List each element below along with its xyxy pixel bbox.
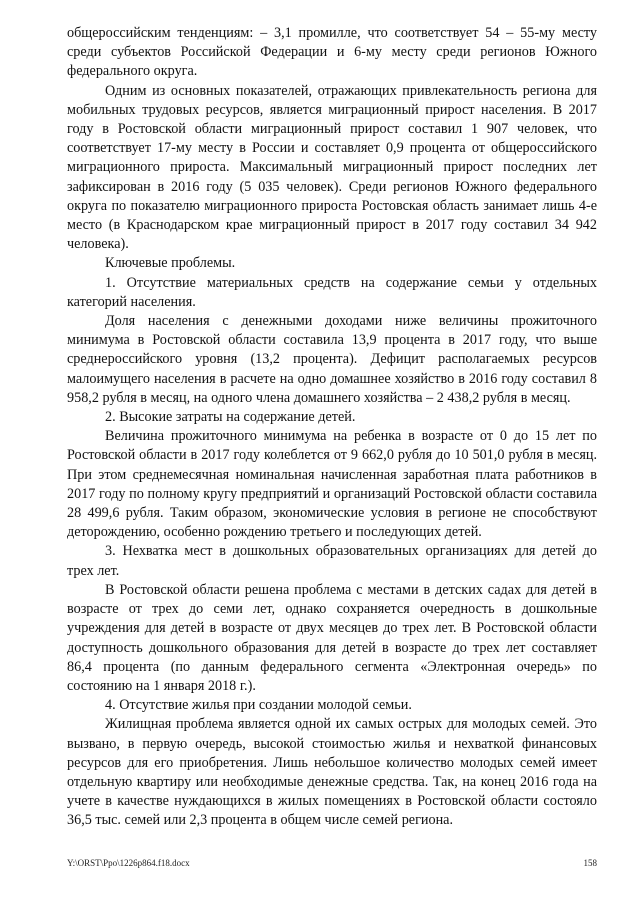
- document-page: [67, 24, 597, 831]
- problem-3-heading: 3. Нехватка мест в дошкольных образовательных организациях для детей до трех лет.: [67, 543, 597, 579]
- paragraph-preschool: В Ростовской области решена проблема с местами в детских садах для детей в возрасте от трех до семи лет, однако сохраняется очередность в дошкольные учреждения для детей в возрасте от двух месяцев до трех лет. В Ростовской области доступность дошкольного образования для детей в возрасте до трех лет составляет 86,4 процента (по данным федерального сегмента «Электронная очередь» по состоянию на 1 января 2018 г.).: [67, 581, 597, 694]
- problem-1-heading: 1. Отсутствие материальных средств на содержание семьи у отдельных категорий населения.: [67, 274, 597, 310]
- paragraph-continuation: общероссийским тенденциям: – 3,1 промилле, что соответствует 54 – 55-му месту среди субъектов Российской Федерации и 6-му месту среди регионов Южного федерального округа.: [67, 25, 597, 80]
- paragraph-migration: Одним из основных показателей, отражающих привлекательность региона для мобильных трудовых ресурсов, является миграционный прирост населения. В 2017 году в Ростовской области миграционный прирост составил 1 907 человек, что соответствует 17-му месту в России и составляет 0,9 процента от общероссийского миграционного прироста. Максимальный миграционный прирост последних лет зафиксирован в 2016 году (5 035 человек). Среди регионов Южного федерального округа по показателю миграционного прироста Ростовская область занимает лишь 4-е место (в Краснодарском крае миграционный прирост в 2017 году составил 34 942 человека).: [67, 82, 597, 253]
- heading-key-problems: Ключевые проблемы.: [105, 255, 236, 272]
- problem-2-heading: 2. Высокие затраты на содержание детей.: [105, 409, 356, 426]
- problem-4-heading: 4. Отсутствие жилья при создании молодой семьи.: [105, 697, 412, 714]
- paragraph-child-costs: Величина прожиточного минимума на ребенка в возрасте от 0 до 15 лет по Ростовской области в 2017 году колеблется от 9 662,0 рубля до 10 501,0 рубля в месяц. При этом среднемесячная номинальная начисленная заработная плата работников в 2017 году по полному кругу предприятий и организаций Ростовской области составила 28 499,6 рубля. Таким образом, экономические условия в регионе не способствуют деторождению, особенно рождению третьего и последующих детей.: [67, 428, 597, 541]
- page-number: 158: [583, 858, 597, 868]
- page-footer: [67, 857, 597, 871]
- paragraph-income: Доля населения с денежными доходами ниже величины прожиточного минимума в Ростовской области составила 13,9 процента в 2017 году, что выше среднероссийского уровня (13,2 процента). Дефицит располагаемых ресурсов малоимущего населения в расчете на одно домашнее хозяйство в 2016 году составил 8 958,2 рубля в месяц, на одного члена домашнего хозяйства – 2 438,2 рубля в месяц.: [67, 313, 597, 406]
- file-path: Y:\ORST\Ppo\1226p864.f18.docx: [67, 858, 190, 868]
- paragraph-housing: Жилищная проблема является одной их самых острых для молодых семей. Это вызвано, в первую очередь, высокой стоимостью жилья и нехваткой финансовых ресурсов для его приобретения. Лишь небольшое количество молодых семей имеет отдельную квартиру или необходимые денежные средства. Так, на конец 2016 года на учете в качестве нуждающихся в жилых помещениях в Ростовской области состояло 36,5 тыс. семей или 2,3 процента в общем числе семей региона.: [67, 716, 597, 829]
